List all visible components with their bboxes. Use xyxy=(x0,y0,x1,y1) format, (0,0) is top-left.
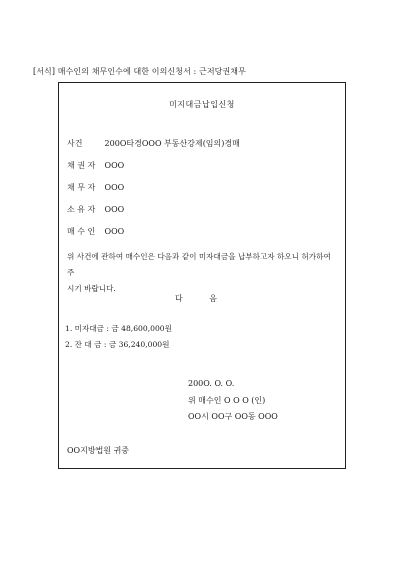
field-owner-value: OOO xyxy=(104,205,125,214)
body-paragraph xyxy=(67,249,339,297)
field-creditor-label: 채 권 자 xyxy=(67,161,96,170)
field-buyer-value: OOO xyxy=(104,227,125,236)
document-header: [서식] 매수인의 채무인수에 대한 이의신청서 : 근저당권채무 xyxy=(33,67,246,76)
item-balance: 2. 잔 대 금 : 금 36,240,000원 xyxy=(65,340,170,349)
field-case-value: 200O타경OOO 부동산강제(임의)경매 xyxy=(104,139,240,148)
field-buyer xyxy=(67,226,124,237)
field-buyer-label: 매 수 인 xyxy=(67,227,96,236)
section-heading: 다 음 xyxy=(175,294,229,303)
document-frame xyxy=(58,82,346,469)
field-debtor-value: OOO xyxy=(104,183,125,192)
court-addressee: OO지방법원 귀중 xyxy=(67,446,130,455)
document-title: 미지대금납입신청 xyxy=(169,100,235,109)
field-case-label: 사건 xyxy=(67,139,83,148)
signer-line: 위 매수인 O O O (인) xyxy=(188,396,266,405)
field-owner-label: 소 유 자 xyxy=(67,205,96,214)
document-date: 200O. O. O. xyxy=(188,379,235,388)
field-owner xyxy=(67,204,124,215)
field-creditor xyxy=(67,160,124,171)
field-debtor-label: 채 무 자 xyxy=(67,183,96,192)
body-line-1: 위 사건에 관하여 매수인은 다음과 같이 미자대금을 납부하고자 하오니 허가하여 주 xyxy=(67,252,331,277)
field-creditor-value: OOO xyxy=(104,161,125,170)
item-payment: 1. 미자대금 : 금 48,600,000원 xyxy=(65,324,172,333)
signer-address: OO시 OO구 OO동 OOO xyxy=(188,412,278,421)
body-line-2: 시기 바랍니다. xyxy=(67,284,116,293)
field-debtor xyxy=(67,182,124,193)
field-case xyxy=(67,138,240,149)
